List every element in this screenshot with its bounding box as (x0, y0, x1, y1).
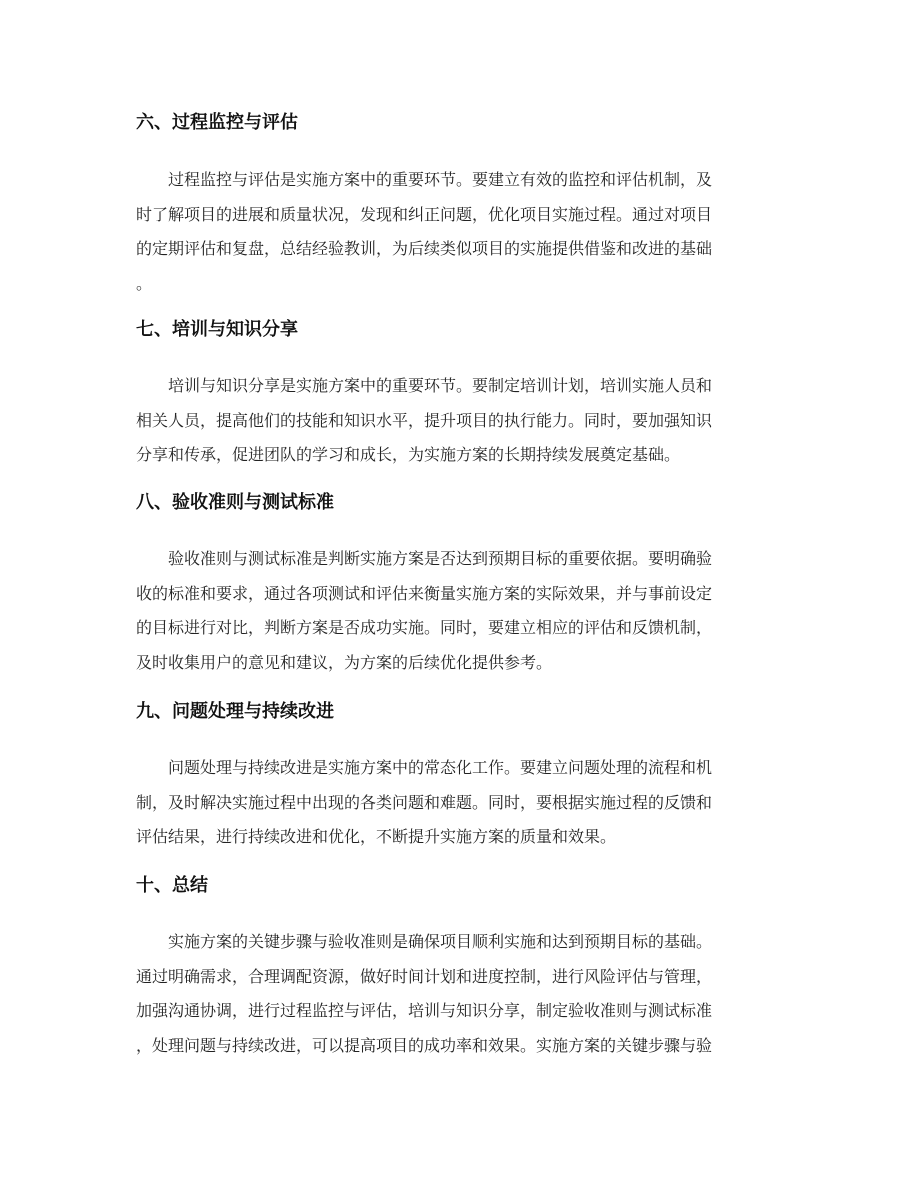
section-9 (136, 700, 791, 855)
paragraph-line: 相关人员，提高他们的技能和知识水平，提升项目的执行能力。同时，要加强知识 (136, 410, 713, 430)
paragraph-line: 收的标准和要求，通过各项测试和评估来衡量实施方案的实际效果，并与事前设定 (136, 583, 713, 603)
section-heading: 九、问题处理与持续改进 (136, 701, 334, 722)
paragraph-line: 实施方案的关键步骤与验收准则是确保项目顺利实施和达到预期目标的基础。 (168, 932, 713, 951)
paragraph-line: 制，及时解决实施过程中出现的各类问题和难题。同时，要根据实施过程的反馈和 (136, 792, 713, 812)
section-heading: 十、总结 (136, 875, 208, 896)
section-6 (136, 111, 791, 301)
paragraph-line: 分享和传承，促进团队的学习和成长，为实施方案的长期持续发展奠定基础。 (136, 445, 681, 464)
paragraph-line: ，处理问题与持续改进，可以提高项目的成功率和效果。实施方案的关键步骤与验 (136, 1035, 713, 1055)
paragraph-line: 加强沟通协调，进行过程监控与评估，培训与知识分享，制定验收准则与测试标准 (136, 1001, 713, 1020)
section-heading: 七、培训与知识分享 (136, 319, 298, 340)
paragraph-line: 评估结果，进行持续改进和优化，不断提升实施方案的质量和效果。 (136, 827, 617, 846)
section-paragraph (136, 925, 791, 1063)
paragraph-line: 的定期评估和复盘，总结经验教训，为后续类似项目的实施提供借鉴和改进的基础 (136, 239, 713, 258)
paragraph-line: 及时收集用户的意见和建议，为方案的后续优化提供参考。 (136, 652, 553, 672)
section-heading: 六、过程监控与评估 (136, 112, 298, 133)
paragraph-line: 培训与知识分享是实施方案中的重要环节。要制定培训计划，培训实施人员和 (168, 376, 713, 395)
section-paragraph (136, 163, 791, 301)
paragraph-line: 过程监控与评估是实施方案中的重要环节。要建立有效的监控和评估机制，及 (168, 170, 713, 189)
section-heading: 八、验收准则与测试标准 (136, 492, 334, 513)
paragraph-line: 的目标进行对比，判断方案是否成功实施。同时，要建立相应的评估和反馈机制， (136, 618, 713, 637)
section-10 (136, 874, 791, 1063)
paragraph-line: 时了解项目的进展和质量状况，发现和纠正问题，优化项目实施过程。通过对项目 (136, 204, 713, 224)
section-paragraph (136, 542, 791, 680)
section-7 (136, 318, 791, 473)
paragraph-line: 。 (136, 273, 153, 293)
section-paragraph (136, 751, 791, 855)
paragraph-line: 通过明确需求，合理调配资源，做好时间计划和进度控制，进行风险评估与管理， (136, 966, 713, 986)
paragraph-line: 验收准则与测试标准是判断实施方案是否达到预期目标的重要依据。要明确验 (168, 549, 713, 568)
section-8 (136, 491, 791, 680)
paragraph-line: 问题处理与持续改进是实施方案中的常态化工作。要建立问题处理的流程和机 (168, 758, 713, 777)
section-paragraph (136, 369, 791, 473)
